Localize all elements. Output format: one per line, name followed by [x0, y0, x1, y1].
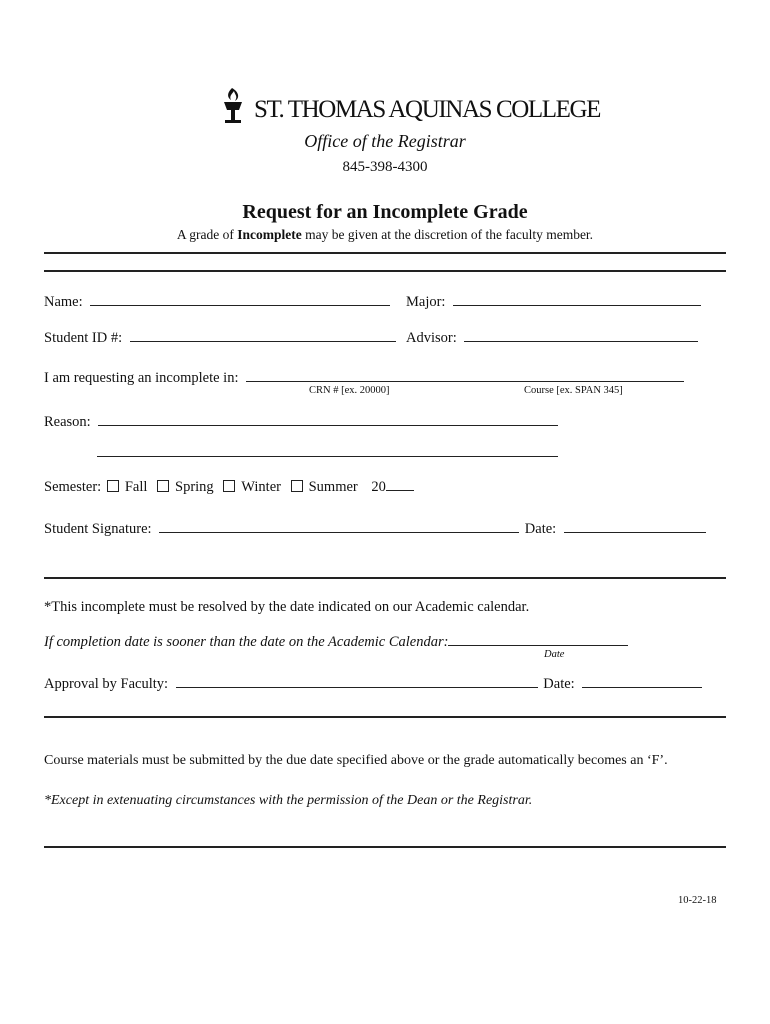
reason-label: Reason:: [44, 414, 91, 430]
spring-checkbox[interactable]: [157, 480, 169, 492]
office-phone: 845-398-4300: [342, 159, 428, 175]
student-id-row: [44, 327, 396, 347]
name-field[interactable]: [90, 291, 390, 306]
student-id-field[interactable]: [130, 327, 396, 342]
form-subtitle: [0, 227, 770, 243]
semester-row: [44, 476, 414, 496]
completion-date-hint: Date: [544, 649, 565, 660]
approval-label: Approval by Faculty:: [44, 676, 169, 692]
torch-icon: [218, 86, 248, 126]
fall-checkbox[interactable]: [107, 480, 119, 492]
advisor-field[interactable]: [464, 327, 698, 342]
request-label: I am requesting an incomplete in:: [44, 370, 239, 386]
request-row: [44, 367, 684, 387]
materials-note: Course materials must be submitted by the due date specified above or the grade automatically becomes an ‘F’.: [44, 753, 668, 768]
resolution-note: *This incomplete must be resolved by the date indicated on our Academic calendar.: [44, 599, 530, 615]
subtitle-bold: Incomplete: [237, 227, 302, 242]
exception-note: *Except in extenuating circumstances with the permission of the Dean or the Registrar.: [44, 793, 533, 808]
signature-field[interactable]: [159, 518, 519, 533]
completion-label: If completion date is sooner than the date on the Academic Calendar:: [44, 634, 449, 650]
summer-label: Summer: [308, 479, 358, 495]
major-field[interactable]: [453, 291, 701, 306]
subtitle-text-end: may be given at the discretion of the faculty member.: [301, 227, 594, 242]
advisor-label: Advisor:: [406, 330, 457, 346]
approval-field[interactable]: [176, 673, 538, 688]
winter-label: Winter: [241, 479, 281, 495]
signature-label: Student Signature:: [44, 521, 152, 537]
divider: [44, 270, 726, 272]
revision-date: 10-22-18: [678, 895, 717, 906]
course-field[interactable]: [246, 367, 684, 382]
college-name: ST. THOMAS AQUINAS COLLEGE: [254, 96, 601, 123]
completion-row: [44, 631, 628, 651]
reason-field-2[interactable]: [97, 442, 558, 457]
major-label: Major:: [406, 294, 446, 310]
semester-label: Semester:: [44, 479, 102, 495]
fall-label: Fall: [124, 479, 148, 495]
approval-date-field[interactable]: [582, 673, 702, 688]
summer-checkbox[interactable]: [291, 480, 303, 492]
name-label: Name:: [44, 294, 83, 310]
date-field[interactable]: [564, 518, 706, 533]
winter-checkbox[interactable]: [223, 480, 235, 492]
reason-field[interactable]: [98, 411, 558, 426]
date-label: Date:: [524, 521, 557, 537]
signature-row: [44, 518, 706, 538]
divider: [44, 846, 726, 848]
name-row: [44, 291, 390, 311]
advisor-row: [406, 327, 698, 347]
divider: [44, 577, 726, 579]
reason-row: [44, 411, 558, 431]
divider: [44, 716, 726, 718]
spring-label: Spring: [175, 479, 214, 495]
year-field[interactable]: [386, 476, 414, 491]
student-id-label: Student ID #:: [44, 330, 123, 346]
year-prefix: 20: [371, 479, 386, 495]
course-hint: Course [ex. SPAN 345]: [524, 385, 623, 396]
office-name: Office of the Registrar: [304, 131, 466, 151]
reason-row-2: [97, 442, 558, 462]
subtitle-text: A grade of: [176, 227, 238, 242]
divider: [44, 252, 726, 254]
completion-date-field[interactable]: [448, 631, 628, 646]
college-logo: [218, 86, 601, 130]
approval-date-label: Date:: [543, 676, 575, 692]
approval-row: [44, 673, 702, 693]
form-title: Request for an Incomplete Grade: [242, 201, 528, 223]
major-row: [406, 291, 701, 311]
crn-hint: CRN # [ex. 20000]: [309, 385, 390, 396]
